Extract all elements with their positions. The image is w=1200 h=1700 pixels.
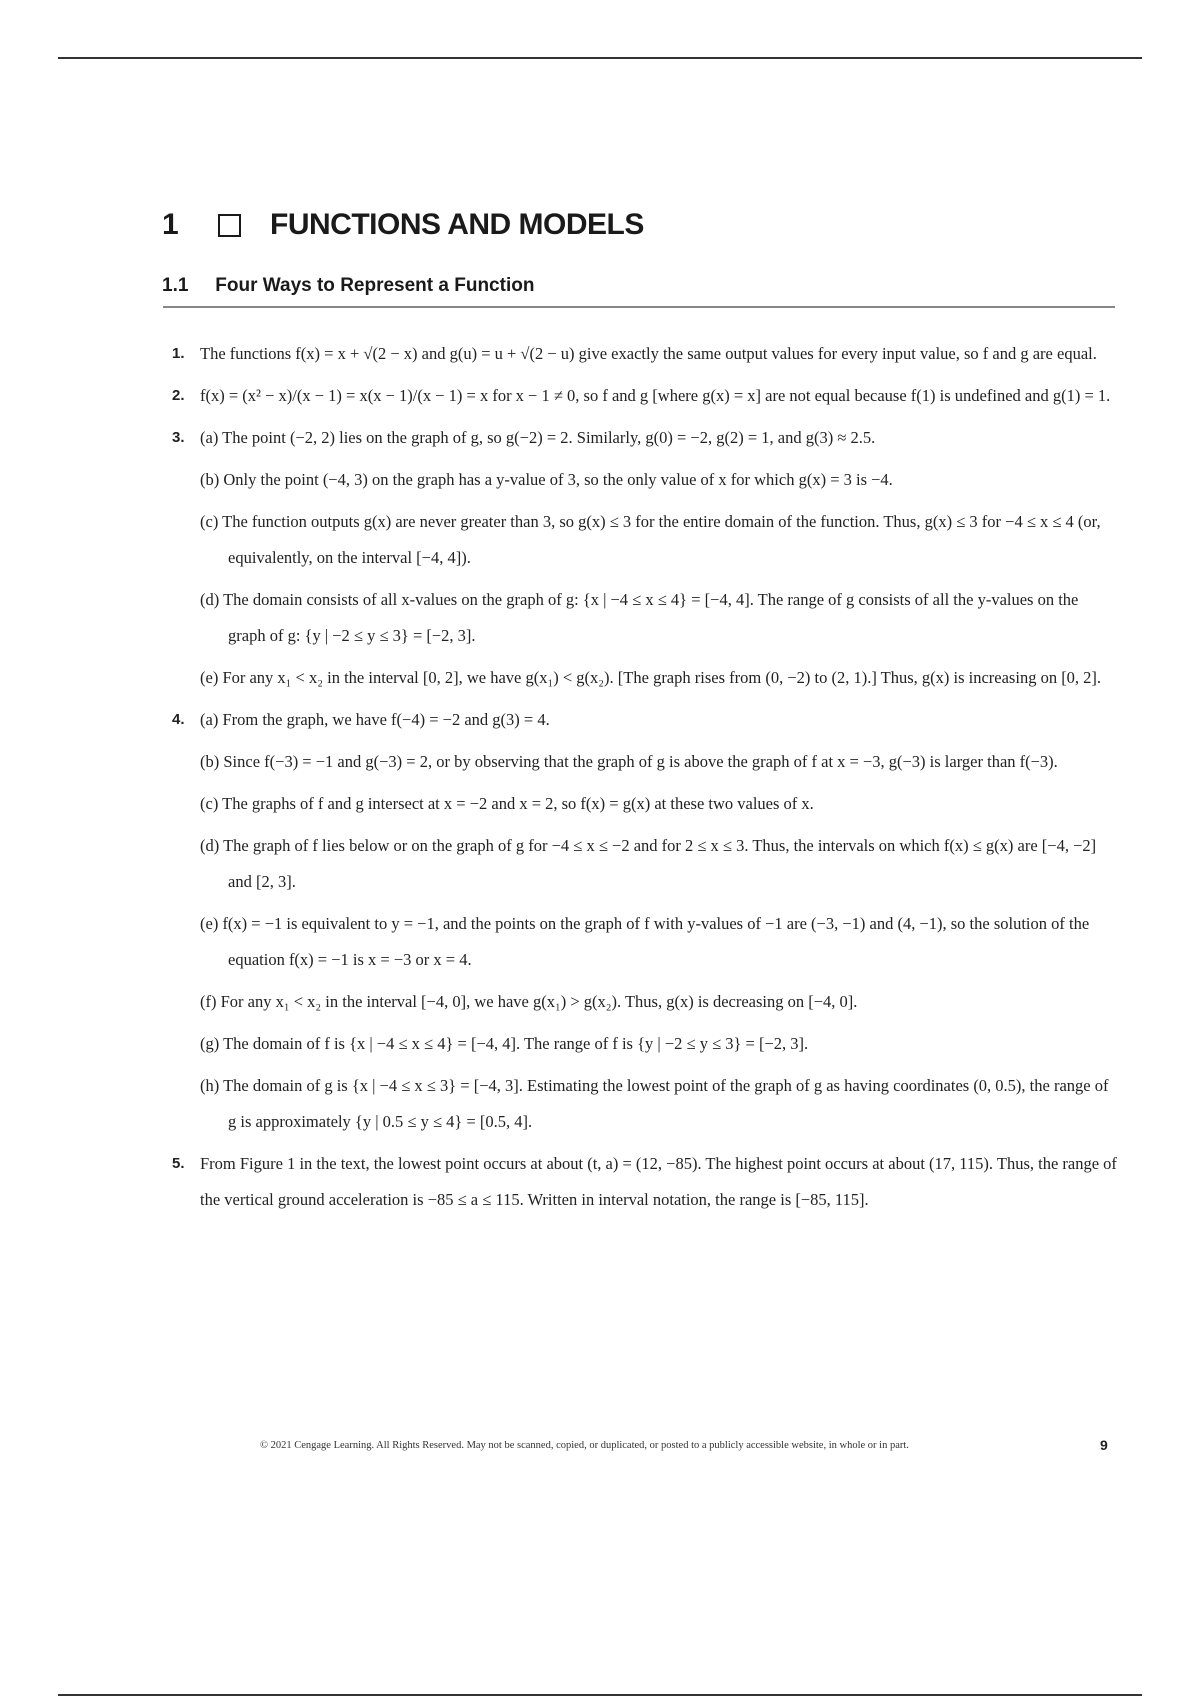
problem-part-a: (a) From the graph, we have f(−4) = −2 and g(3) = 4. bbox=[200, 710, 550, 729]
problem-number: 5. bbox=[172, 1155, 185, 1172]
problem-text: f(x) = (x² − x)/(x − 1) = x(x − 1)/(x − 1) = x for x − 1 ≠ 0, so f and g [where g(x) = x] are not equal because f(1) is undefined and g(1) = 1. bbox=[200, 386, 1111, 405]
problem-part-e: (e) f(x) = −1 is equivalent to y = −1, and the points on the graph of f with y-values of −1 are (−3, −1) and (4, −1), so the solution of the equation f(x) = −1 is x = −3 or x = 4. bbox=[200, 914, 1090, 969]
problem-part-a: (a) The point (−2, 2) lies on the graph of g, so g(−2) = 2. Similarly, g(0) = −2, g(2) = 1, and g(3) ≈ 2.5. bbox=[200, 428, 876, 447]
problem-number: 3. bbox=[172, 429, 185, 446]
problem-part-d: (d) The graph of f lies below or on the graph of g for −4 ≤ x ≤ −2 and for 2 ≤ x ≤ 3. Thus, the intervals on which f(x) ≤ g(x) are [−4, −2] and [2, 3]. bbox=[200, 836, 1097, 891]
solutions-body bbox=[172, 336, 1117, 1224]
problem-part-e: (e) For any x₁ < x₂ in the interval [0, 2], we have g(x₁) < g(x₂). [The graph rises from (0, −2) to (2, 1).] Thus, g(x) is increasing on [0, 2]. bbox=[200, 668, 1102, 687]
problem-number: 1. bbox=[172, 345, 185, 362]
problem-part-b: (b) Since f(−3) = −1 and g(−3) = 2, or by observing that the graph of g is above the graph of f at x = −3, g(−3) is larger than f(−3). bbox=[200, 752, 1058, 771]
chapter-number: 1 bbox=[162, 208, 179, 241]
section-heading bbox=[162, 275, 534, 297]
top-rule bbox=[58, 57, 1142, 59]
problem-1 bbox=[172, 336, 1117, 372]
problem-part-b: (b) Only the point (−4, 3) on the graph has a y-value of 3, so the only value of x for which g(x) = 3 is −4. bbox=[200, 470, 893, 489]
chapter-heading bbox=[162, 208, 644, 242]
problem-part-c: (c) The function outputs g(x) are never greater than 3, so g(x) ≤ 3 for the entire domain of the function. Thus, g(x) ≤ 3 for −4 ≤ x ≤ 4 (or, equivalently, on the interval [−4, 4]). bbox=[200, 512, 1101, 567]
problem-text: The functions f(x) = x + √(2 − x) and g(u) = u + √(2 − u) give exactly the same output values for every input value, so f and g are equal. bbox=[200, 344, 1097, 363]
section-title: Four Ways to Represent a Function bbox=[215, 275, 535, 296]
problem-part-g: (g) The domain of f is {x | −4 ≤ x ≤ 4} = [−4, 4]. The range of f is {y | −2 ≤ y ≤ 3} = [−2, 3]. bbox=[200, 1034, 809, 1053]
problem-4 bbox=[172, 702, 1117, 1140]
section-rule bbox=[163, 306, 1115, 308]
chapter-title: FUNCTIONS AND MODELS bbox=[270, 208, 644, 241]
section-number: 1.1 bbox=[162, 275, 189, 296]
chapter-box-icon bbox=[218, 214, 241, 237]
page-number: 9 bbox=[1100, 1437, 1108, 1453]
problem-2 bbox=[172, 378, 1117, 414]
copyright-notice: © 2021 Cengage Learning. All Rights Reserved. May not be scanned, copied, or duplicated, or posted to a publicly accessible website, in whole or in part. bbox=[260, 1440, 909, 1451]
problem-part-f: (f) For any x₁ < x₂ in the interval [−4, 0], we have g(x₁) > g(x₂). Thus, g(x) is decreasing on [−4, 0]. bbox=[200, 992, 858, 1011]
problem-text: From Figure 1 in the text, the lowest point occurs at about (t, a) = (12, −85). The highest point occurs at about (17, 115). Thus, the range of the vertical ground acceleration is −85 ≤ a ≤ 115. Written in interval notation, the range is [−85, 115]. bbox=[200, 1154, 1117, 1209]
bottom-rule bbox=[58, 1694, 1142, 1696]
problem-3 bbox=[172, 420, 1117, 696]
problem-part-d: (d) The domain consists of all x-values on the graph of g: {x | −4 ≤ x ≤ 4} = [−4, 4]. The range of g consists of all the y-values on the graph of g: {y | −2 ≤ y ≤ 3} = [−2, 3]. bbox=[200, 590, 1079, 645]
problem-number: 2. bbox=[172, 387, 185, 404]
problem-part-c: (c) The graphs of f and g intersect at x = −2 and x = 2, so f(x) = g(x) at these two values of x. bbox=[200, 794, 814, 813]
problem-5 bbox=[172, 1146, 1117, 1218]
problem-part-h: (h) The domain of g is {x | −4 ≤ x ≤ 3} = [−4, 3]. Estimating the lowest point of the graph of g as having coordinates (0, 0.5), the range of g is approximately {y | 0.5 ≤ y ≤ 4} = [0.5, 4]. bbox=[200, 1076, 1109, 1131]
problem-number: 4. bbox=[172, 711, 185, 728]
